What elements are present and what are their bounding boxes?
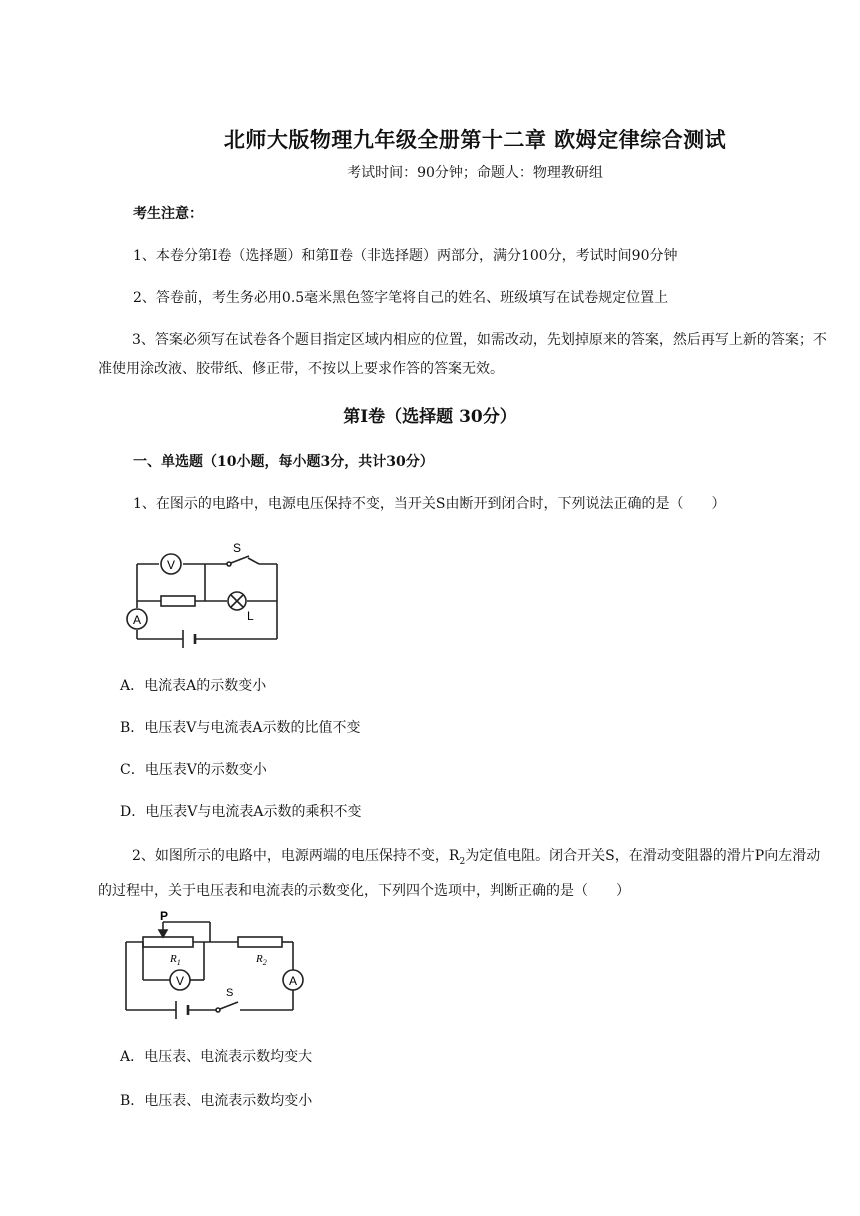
r1-label: $R_1$ [170, 953, 181, 967]
notice-item-3: 3、答案必须写在试卷各个题目指定区域内相应的位置，如需改动，先划掉原来的答案，然后再写上新的答案；不准使用涂改液、胶带纸、修正带，不按以上要求作答的答案无效。 [98, 332, 827, 377]
ammeter-label: A [288, 974, 298, 988]
question-2-stem-part1: 2、如图所示的电路中，电源两端的电压保持不变，R [132, 848, 460, 864]
section-title: 第Ⅰ卷（选择题 30分） [343, 407, 517, 427]
r2-label: $R_2$ [256, 953, 267, 967]
question-2-stem [98, 842, 832, 906]
question-1-option-a[interactable]: A．电流表A的示数变小 [120, 678, 267, 694]
voltmeter-label: V [166, 558, 176, 572]
question-1-option-c[interactable]: C．电压表V的示数变小 [120, 762, 267, 778]
page-subtitle: 考试时间：90分钟；命题人：物理教研组 [347, 165, 603, 181]
lamp-label: L [247, 609, 254, 623]
question-2-option-b[interactable]: B．电压表、电流表示数均变小 [120, 1093, 313, 1109]
question-2-option-a[interactable]: A．电压表、电流表示数均变大 [120, 1049, 313, 1065]
question-2-stem-part2: 为定值电阻。闭合开关S，在滑动变阻器的滑片P向左滑动的过程中，关于电压表和电流表的示数变化，下列四个选项中，判断正确的是（ ） [98, 848, 821, 899]
switch-label: S [226, 987, 234, 999]
notice-heading: 考生注意： [133, 206, 203, 222]
part-heading: 一、单选题（10小题，每小题3分，共计30分） [133, 454, 434, 470]
question-1-stem: 1、在图示的电路中，电源电压保持不变，当开关S由断开到闭合时，下列说法正确的是（ ） [133, 496, 726, 512]
ammeter-label: A [132, 613, 142, 627]
page-title: 北师大版物理九年级全册第十二章 欧姆定律综合测试 [223, 127, 727, 152]
notice-item-2: 2、答卷前，考生务必用0.5毫米黑色签字笔将自己的姓名、班级填写在试卷规定位置上 [133, 290, 669, 306]
question-2-stem-subscript: 2 [459, 856, 466, 867]
notice-item-1: 1、本卷分第Ⅰ卷（选择题）和第Ⅱ卷（非选择题）两部分，满分100分，考试时间90分钟 [133, 248, 678, 264]
question-1-circuit-diagram [125, 538, 290, 658]
switch-label: S [233, 541, 242, 555]
slider-label: P [160, 910, 169, 923]
voltmeter-label: V [175, 974, 185, 988]
question-2-circuit-diagram [118, 910, 318, 1020]
question-1-option-d[interactable]: D．电压表V与电流表A示数的乘积不变 [120, 804, 362, 820]
question-1-option-b[interactable]: B．电压表V与电流表A示数的比值不变 [120, 720, 361, 736]
